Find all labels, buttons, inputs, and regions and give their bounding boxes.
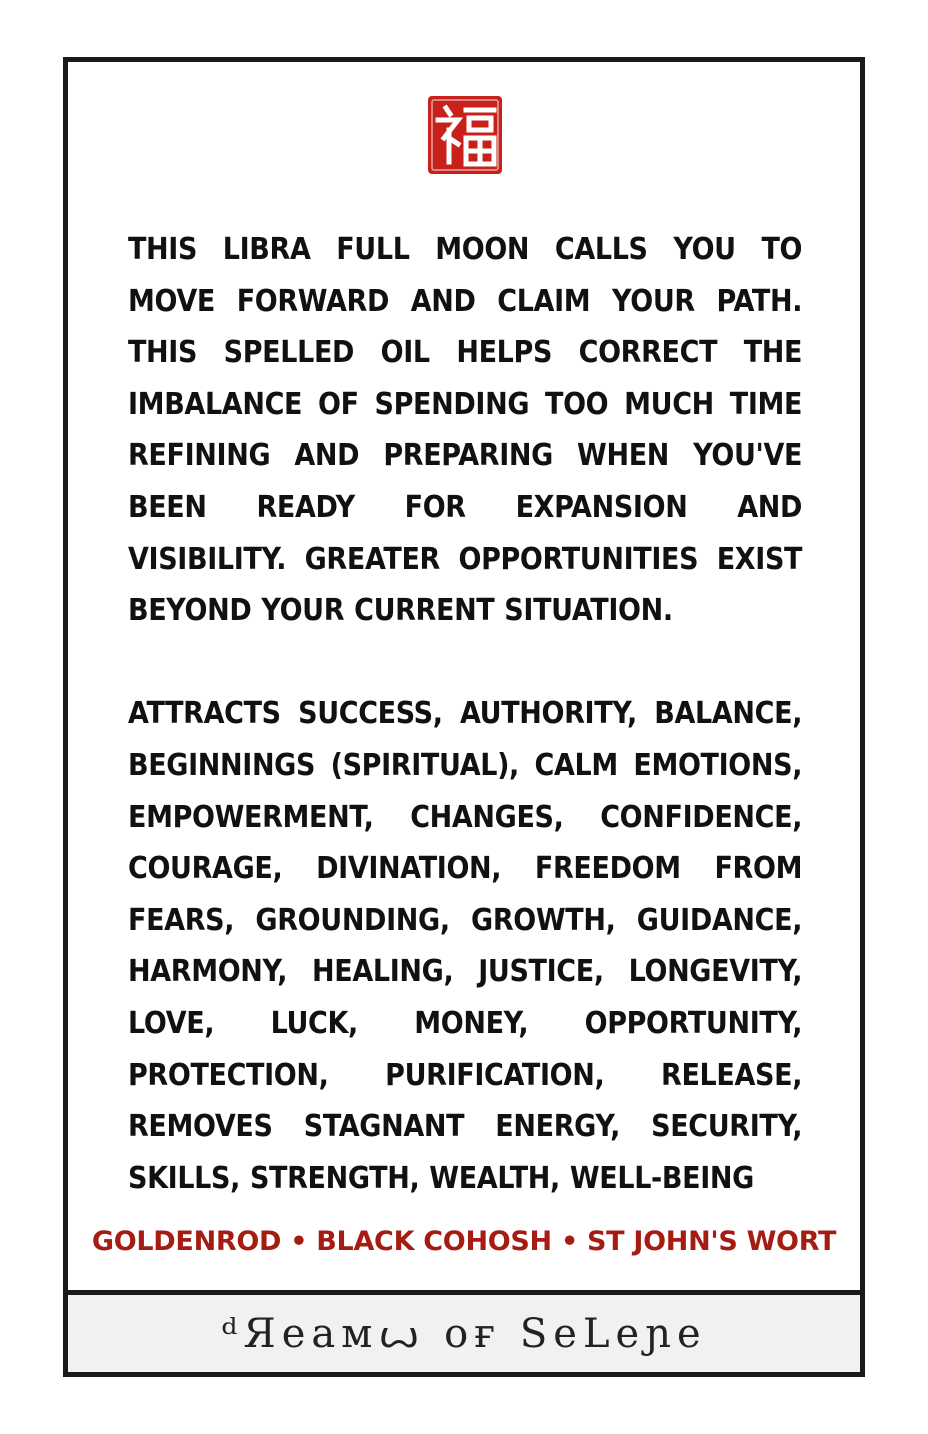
product-card: [63, 57, 865, 1377]
oil-description: [128, 224, 802, 1204]
brand-logo-text: ᵈЯeaмꙍ ᴏғ SeLeɲe: [221, 1310, 707, 1357]
brand-footer: [68, 1290, 860, 1372]
description-paragraph: THIS LIBRA FULL MOON CALLS YOU TO MOVE FORWARD AND CLAIM YOUR PATH. THIS SPELLED OIL HELPS CORRECT THE IMBALANCE OF SPENDING TOO MUCH TIME REFINING AND PREPARING WHEN YOU'VE BEEN READY FOR EXPANSION AND VISIBILITY. GREATER OPPORTUNITIES EXIST BEYOND YOUR CURRENT SITUATION.: [128, 232, 803, 629]
herb-list: GOLDENROD • BLACK COHOSH • ST JOHN'S WORT: [91, 1226, 837, 1257]
attracts-paragraph: ATTRACTS SUCCESS, AUTHORITY, BALANCE, BEGINNINGS (SPIRITUAL), CALM EMOTIONS, EMPOWERMENT, CHANGES, CONFIDENCE, COURAGE, DIVINATION, FREEDOM FROM FEARS, GROUNDING, GROWTH, GUIDANCE, HARMONY, HEALING, JUSTICE, LONGEVITY, LOVE, LUCK, MONEY, OPPORTUNITY, PROTECTION, PURIFICATION, RELEASE, REMOVES STAGNANT ENERGY, SECURITY, SKILLS, STRENGTH, WEALTH, WELL-BEING: [128, 696, 803, 1196]
seal-stamp-icon: [426, 94, 504, 176]
